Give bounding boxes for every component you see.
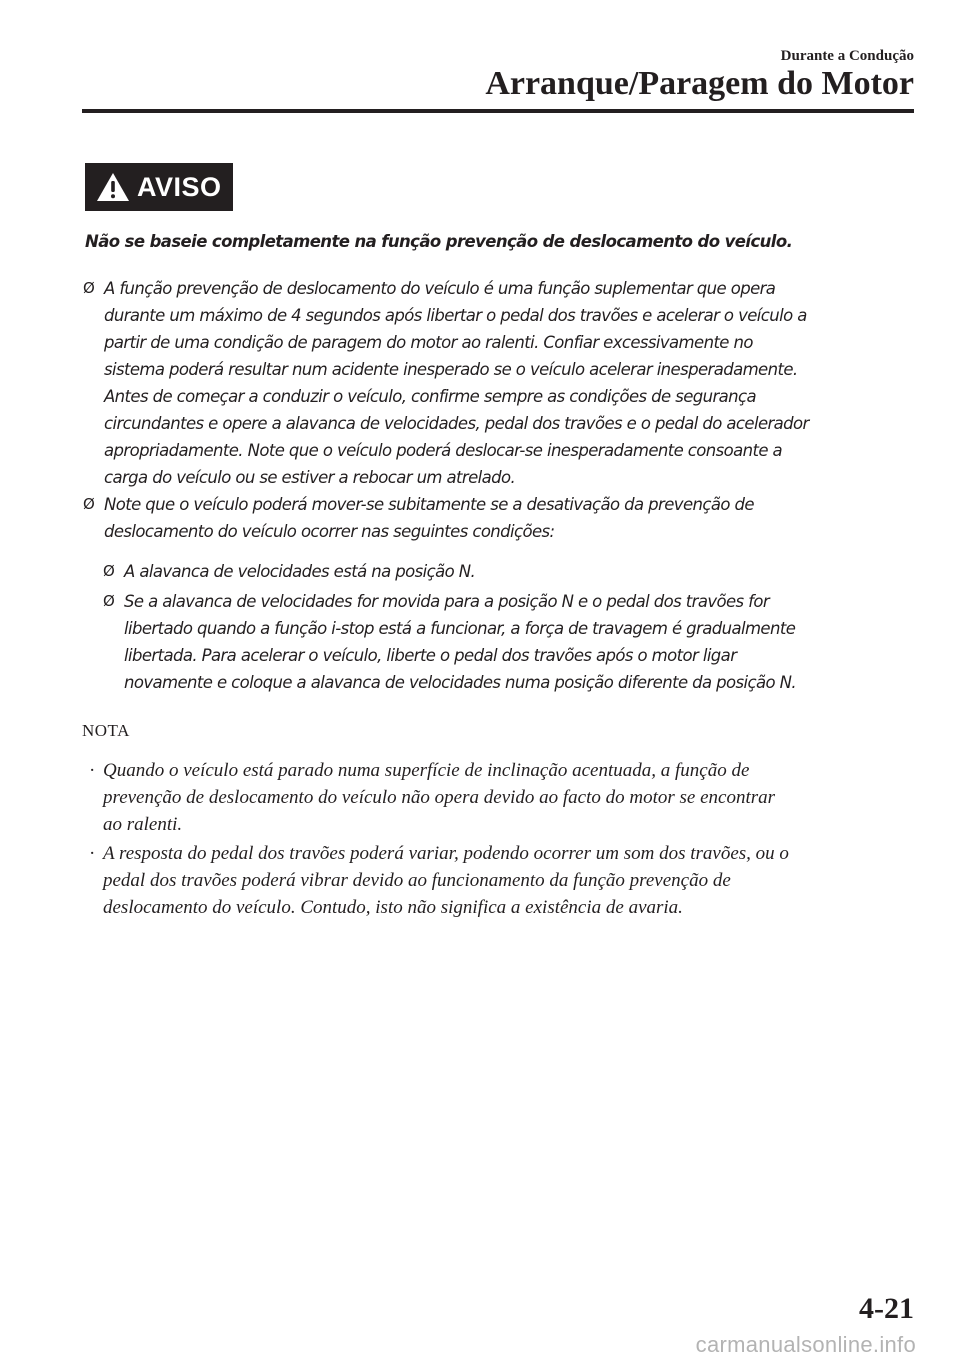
text-line: deslocamento do veículo. Contudo, isto não significa a existência de avaria. — [103, 897, 683, 918]
bullet-marker: · — [89, 843, 96, 864]
warning-badge — [85, 163, 233, 211]
text-line: sistema poderá resultar num acidente inesperado se o veículo acelerar inesperadamente. — [104, 360, 798, 379]
text-line: libertada. Para acelerar o veículo, liberte o pedal dos travões após o motor ligar — [124, 646, 737, 665]
text-line: A alavanca de velocidades está na posição N. — [124, 562, 476, 581]
bullet-marker: · — [89, 760, 96, 781]
bullet-item — [83, 275, 809, 491]
bullet-item — [103, 558, 476, 585]
text-line: partir de uma condição de paragem do motor ao ralenti. Confiar excessivamente no — [104, 333, 753, 352]
bullet-item — [103, 588, 797, 696]
watermark: carmanualsonline.info — [695, 1332, 916, 1357]
bullet-marker: Ø — [83, 279, 95, 297]
warning-heading: Não se baseie completamente na função prevenção de deslocamento do veículo. — [85, 232, 793, 251]
text-line: circundantes e opere a alavanca de velocidades, pedal dos travões e o pedal do acelerador — [104, 414, 809, 433]
bullet-marker: Ø — [103, 562, 115, 580]
text-line: novamente e coloque a alavanca de velocidades numa posição diferente da posição N. — [124, 673, 797, 692]
warning-triangle-icon — [95, 171, 131, 203]
text-line: pedal dos travões poderá vibrar devido ao funcionamento da função prevenção de — [103, 870, 731, 891]
warning-label: AVISO — [137, 171, 222, 202]
bullet-item — [83, 491, 754, 545]
text-line: A função prevenção de deslocamento do veículo é uma função suplementar que opera — [104, 279, 776, 298]
header-divider — [82, 109, 914, 113]
text-line: Se a alavanca de velocidades for movida para a posição N e o pedal dos travões for — [124, 592, 770, 611]
text-line: durante um máximo de 4 segundos após libertar o pedal dos travões e acelerar o veículo a — [104, 306, 807, 325]
text-line: deslocamento do veículo ocorrer nas seguintes condições: — [104, 522, 555, 541]
text-line: Note que o veículo poderá mover-se subitamente se a desativação da prevenção de — [104, 495, 754, 514]
section-name: Durante a Condução — [780, 48, 914, 64]
text-line: ao ralenti. — [103, 814, 183, 835]
text-line: apropriadamente. Note que o veículo poderá deslocar-se inesperadamente consoante a — [104, 441, 783, 460]
bullet-marker: Ø — [83, 495, 95, 513]
text-line: Antes de começar a conduzir o veículo, confirme sempre as condições de segurança — [104, 387, 757, 406]
note-label: NOTA — [82, 721, 130, 740]
page-number: 4-21 — [859, 1292, 914, 1325]
note-item — [89, 757, 776, 838]
bullet-marker: Ø — [103, 592, 115, 610]
text-line: libertado quando a função i-stop está a funcionar, a força de travagem é gradualmente — [124, 619, 796, 638]
text-line: prevenção de deslocamento do veículo não opera devido ao facto do motor se encontrar — [103, 787, 776, 808]
text-line: A resposta do pedal dos travões poderá variar, podendo ocorrer um som dos travões, ou o — [103, 843, 789, 864]
text-line: Quando o veículo está parado numa superfície de inclinação acentuada, a função de — [103, 760, 750, 781]
note-item — [89, 840, 789, 921]
text-line: carga do veículo ou se estiver a rebocar um atrelado. — [104, 468, 516, 487]
page-title: Arranque/Paragem do Motor — [485, 65, 914, 102]
